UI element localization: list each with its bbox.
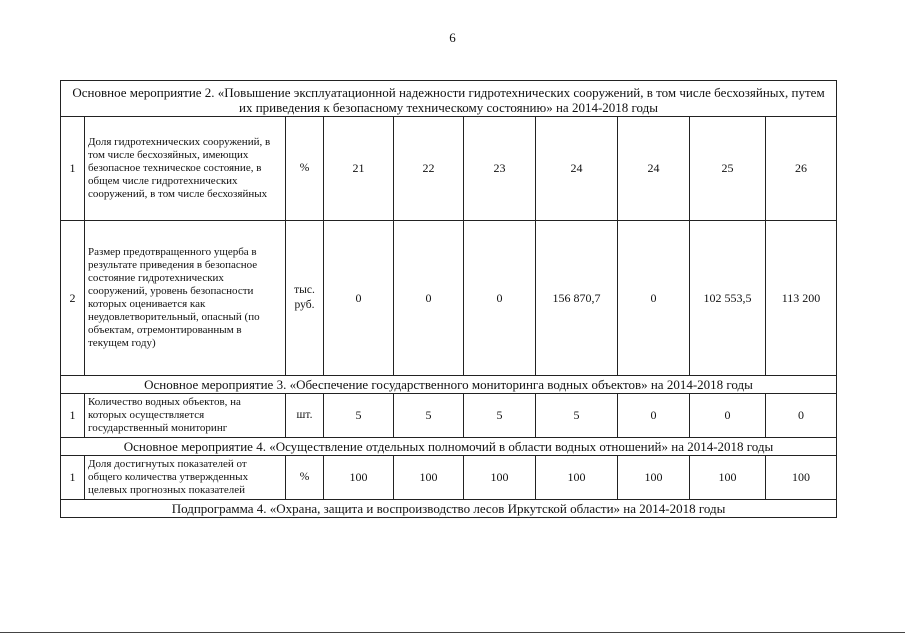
value-cell: 26 [766, 117, 837, 221]
value-cell: 100 [690, 456, 766, 500]
value-cell: 5 [464, 394, 536, 438]
indicator-name: Количество водных объектов, на которых осуществляется государственный мониторинг [85, 394, 286, 438]
section-title: Основное мероприятие 3. «Обеспечение государственного мониторинга водных объектов» на 2014-2018 годы [61, 376, 837, 394]
value-cell: 113 200 [766, 221, 837, 376]
unit-cell: шт. [286, 394, 324, 438]
section-title: Основное мероприятие 4. «Осуществление отдельных полномочий в области водных отношений» на 2014-2018 годы [61, 438, 837, 456]
table-row [61, 456, 837, 500]
subprogram-title: Подпрограмма 4. «Охрана, защита и воспроизводство лесов Иркутской области» на 2014-2018 годы [61, 500, 837, 518]
section-header-row [61, 376, 837, 394]
value-cell: 0 [324, 221, 394, 376]
row-number: 2 [61, 221, 85, 376]
value-cell: 0 [766, 394, 837, 438]
value-cell: 102 553,5 [690, 221, 766, 376]
row-number: 1 [61, 394, 85, 438]
value-cell: 5 [324, 394, 394, 438]
indicator-name: Доля гидротехнических сооружений, в том числе бесхозяйных, имеющих безопасное техническое состояние, в общем числе гидротехнических сооружений, в том числе бесхозяйных [85, 117, 286, 221]
indicator-name: Доля достигнутых показателей от общего количества утвержденных целевых прогнозных показателей [85, 456, 286, 500]
indicator-name: Размер предотвращенного ущерба в результате приведения в безопасное состояние гидротехнических сооружений, уровень безопасности которых оценивается как неудовлетворительный, опасный (по объектам, отремонтированным в текущем году) [85, 221, 286, 376]
table-row [61, 221, 837, 376]
value-cell: 100 [464, 456, 536, 500]
value-cell: 0 [464, 221, 536, 376]
unit-cell: тыс. руб. [286, 221, 324, 376]
subprogram-header-row [61, 500, 837, 518]
value-cell: 24 [536, 117, 618, 221]
section-title: Основное мероприятие 2. «Повышение эксплуатационной надежности гидротехнических сооружений, в том числе бесхозяйных, путем их приведения к безопасному техническому состоянию» на 2014-2018 годы [61, 81, 837, 117]
row-number: 1 [61, 117, 85, 221]
value-cell: 5 [536, 394, 618, 438]
indicators-table [60, 80, 837, 518]
value-cell: 21 [324, 117, 394, 221]
value-cell: 5 [394, 394, 464, 438]
value-cell: 100 [394, 456, 464, 500]
value-cell: 0 [394, 221, 464, 376]
value-cell: 0 [618, 394, 690, 438]
table-row [61, 117, 837, 221]
value-cell: 22 [394, 117, 464, 221]
value-cell: 100 [536, 456, 618, 500]
value-cell: 0 [690, 394, 766, 438]
section-header-row [61, 438, 837, 456]
value-cell: 24 [618, 117, 690, 221]
table-row [61, 394, 837, 438]
value-cell: 0 [618, 221, 690, 376]
value-cell: 100 [618, 456, 690, 500]
value-cell: 100 [766, 456, 837, 500]
unit-cell: % [286, 456, 324, 500]
page-number: 6 [449, 30, 456, 45]
value-cell: 156 870,7 [536, 221, 618, 376]
section-header-row [61, 81, 837, 117]
unit-cell: % [286, 117, 324, 221]
page-bottom-edge [0, 632, 905, 633]
row-number: 1 [61, 456, 85, 500]
value-cell: 100 [324, 456, 394, 500]
value-cell: 23 [464, 117, 536, 221]
value-cell: 25 [690, 117, 766, 221]
